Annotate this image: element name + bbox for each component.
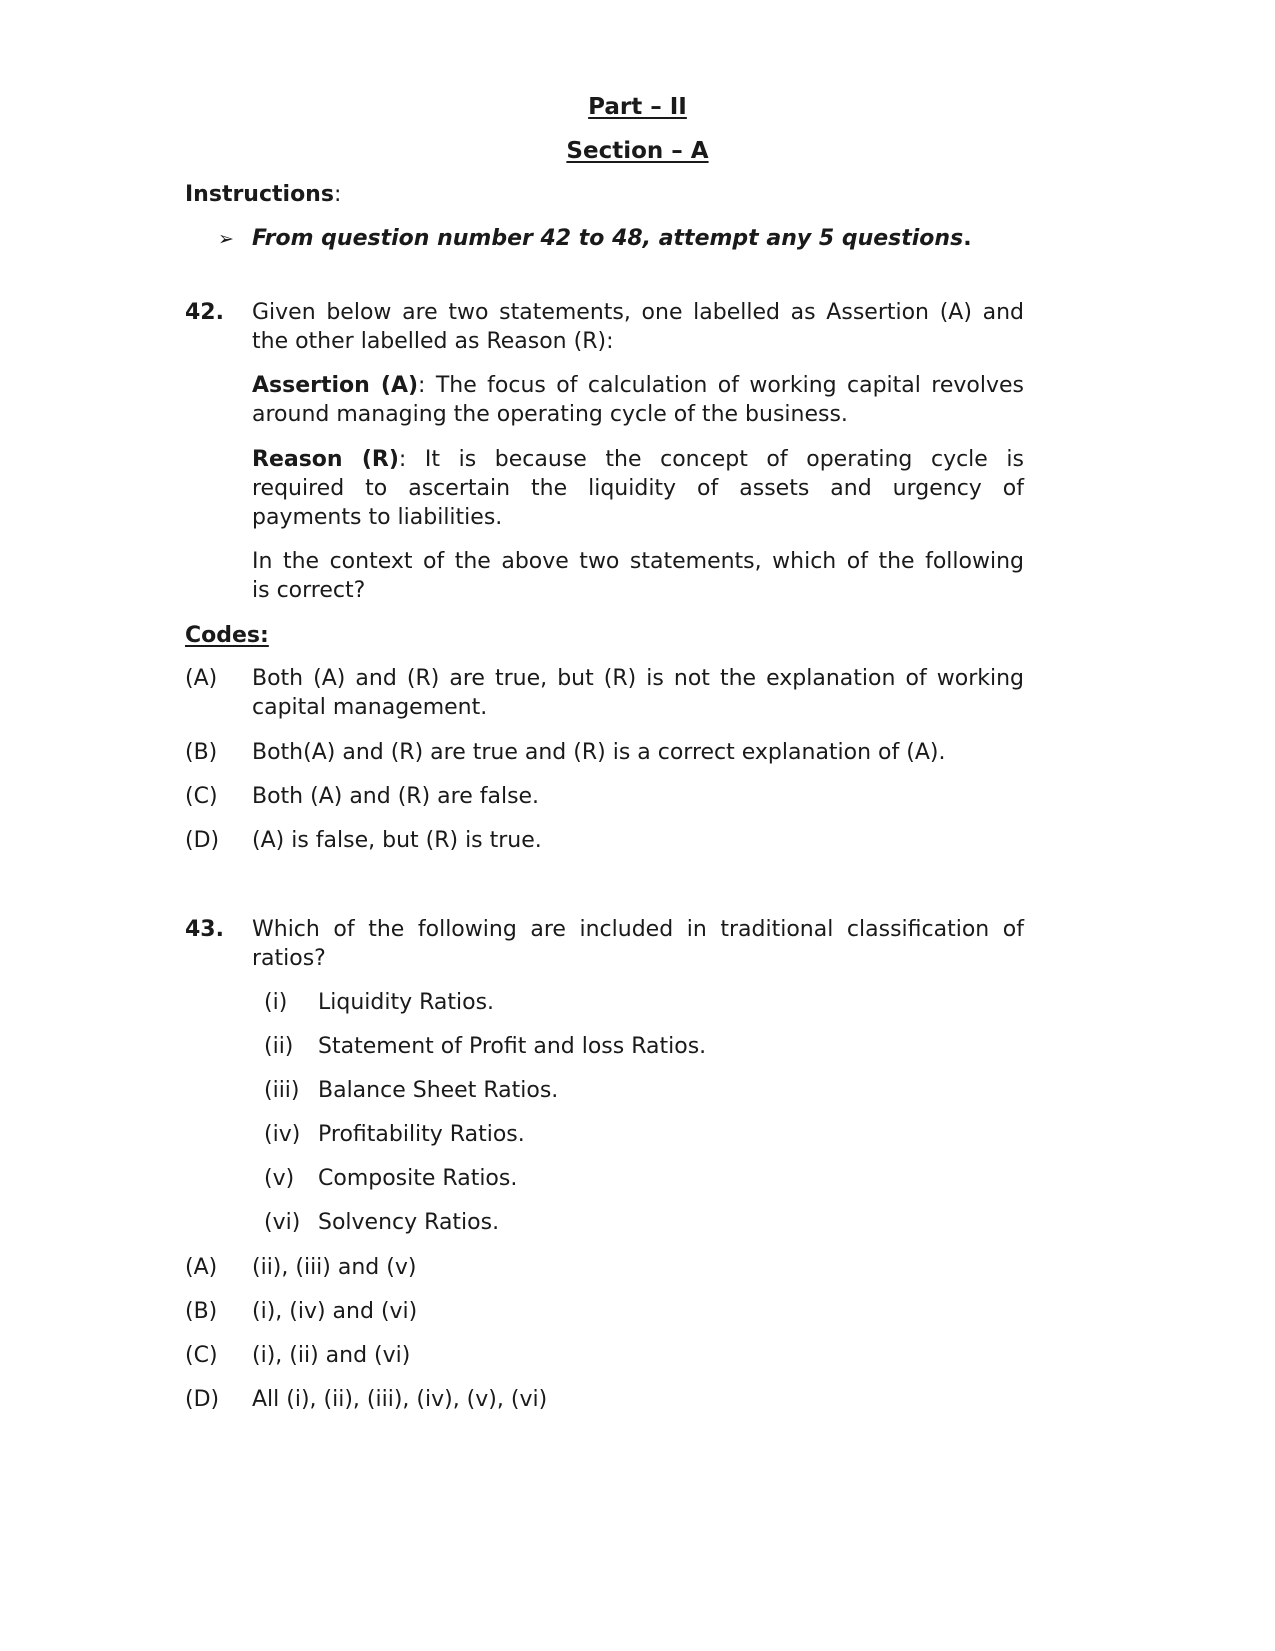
q43-item-key: (iii) bbox=[264, 1078, 300, 1103]
q42-option-d-text: (A) is false, but (R) is true. bbox=[252, 828, 542, 853]
part-heading: Part – II bbox=[588, 94, 687, 120]
q42-reason-line-2: required to ascertain the liquidity of assets and urgency of bbox=[252, 476, 1024, 501]
q43-option-a-text: (ii), (iii) and (v) bbox=[252, 1255, 417, 1280]
q43-item-text: Statement of Profit and loss Ratios. bbox=[318, 1034, 707, 1059]
q42-option-a-key: (A) bbox=[185, 666, 218, 691]
q42-reason-line-1 bbox=[252, 449, 1024, 471]
q42-assertion-line-2: around managing the operating cycle of the business. bbox=[252, 402, 848, 427]
q42-option-c-key: (C) bbox=[185, 784, 218, 809]
q42-context-line-1: In the context of the above two statements, which of the following bbox=[252, 549, 1024, 574]
codes-heading: Codes: bbox=[185, 623, 269, 648]
q42-reason-line-3: payments to liabilities. bbox=[252, 505, 503, 530]
question-number-43: 43. bbox=[185, 917, 224, 942]
q43-item-text: Liquidity Ratios. bbox=[318, 990, 495, 1015]
q43-item-text: Profitability Ratios. bbox=[318, 1122, 525, 1147]
bullet-arrow-icon: ➢ bbox=[218, 228, 234, 250]
q43-item-text: Balance Sheet Ratios. bbox=[318, 1078, 559, 1103]
reason-text-1: : It is because the concept of operating cycle is bbox=[398, 447, 1025, 472]
q43-option-d-key: (D) bbox=[185, 1387, 220, 1412]
q43-item-text: Solvency Ratios. bbox=[318, 1210, 500, 1235]
q43-item-key: (ii) bbox=[264, 1034, 294, 1059]
q42-option-b-key: (B) bbox=[185, 740, 218, 765]
q43-item-key: (v) bbox=[264, 1166, 295, 1191]
question-number-42: 42. bbox=[185, 300, 224, 325]
q43-option-a-key: (A) bbox=[185, 1255, 218, 1280]
q42-intro-line-1: Given below are two statements, one labelled as Assertion (A) and bbox=[252, 300, 1024, 325]
q43-option-c-text: (i), (ii) and (vi) bbox=[252, 1343, 411, 1368]
instruction-text: From question number 42 to 48, attempt any 5 questions bbox=[252, 226, 964, 251]
q43-item-key: (vi) bbox=[264, 1210, 301, 1235]
q43-option-d-text: All (i), (ii), (iii), (iv), (v), (vi) bbox=[252, 1387, 548, 1412]
q42-option-a-line-2: capital management. bbox=[252, 695, 488, 720]
instructions-heading bbox=[185, 184, 341, 206]
assertion-text-1: : The focus of calculation of working capital revolves bbox=[418, 373, 1024, 398]
q42-option-b-text: Both(A) and (R) are true and (R) is a correct explanation of (A). bbox=[252, 740, 946, 765]
q43-option-b-text: (i), (iv) and (vi) bbox=[252, 1299, 418, 1324]
q43-item-key: (iv) bbox=[264, 1122, 301, 1147]
q42-context-line-2: is correct? bbox=[252, 578, 366, 603]
q42-intro-line-2: the other labelled as Reason (R): bbox=[252, 329, 614, 354]
q43-intro-line-1: Which of the following are included in traditional classification of bbox=[252, 917, 1024, 942]
instructions-colon: : bbox=[333, 182, 342, 207]
q43-intro-line-2: ratios? bbox=[252, 946, 326, 971]
assertion-label: Assertion (A) bbox=[252, 373, 419, 398]
q43-item-key: (i) bbox=[264, 990, 288, 1015]
instruction-item bbox=[252, 228, 972, 250]
q42-assertion-line-1 bbox=[252, 375, 1024, 397]
instruction-period: . bbox=[963, 226, 972, 251]
q43-option-b-key: (B) bbox=[185, 1299, 218, 1324]
section-heading: Section – A bbox=[566, 138, 709, 164]
q43-item-text: Composite Ratios. bbox=[318, 1166, 518, 1191]
q42-option-a-line-1: Both (A) and (R) are true, but (R) is not the explanation of working bbox=[252, 666, 1024, 691]
instructions-label: Instructions bbox=[185, 182, 334, 207]
q42-option-c-text: Both (A) and (R) are false. bbox=[252, 784, 540, 809]
q43-option-c-key: (C) bbox=[185, 1343, 218, 1368]
reason-label: Reason (R) bbox=[252, 447, 399, 472]
q42-option-d-key: (D) bbox=[185, 828, 220, 853]
